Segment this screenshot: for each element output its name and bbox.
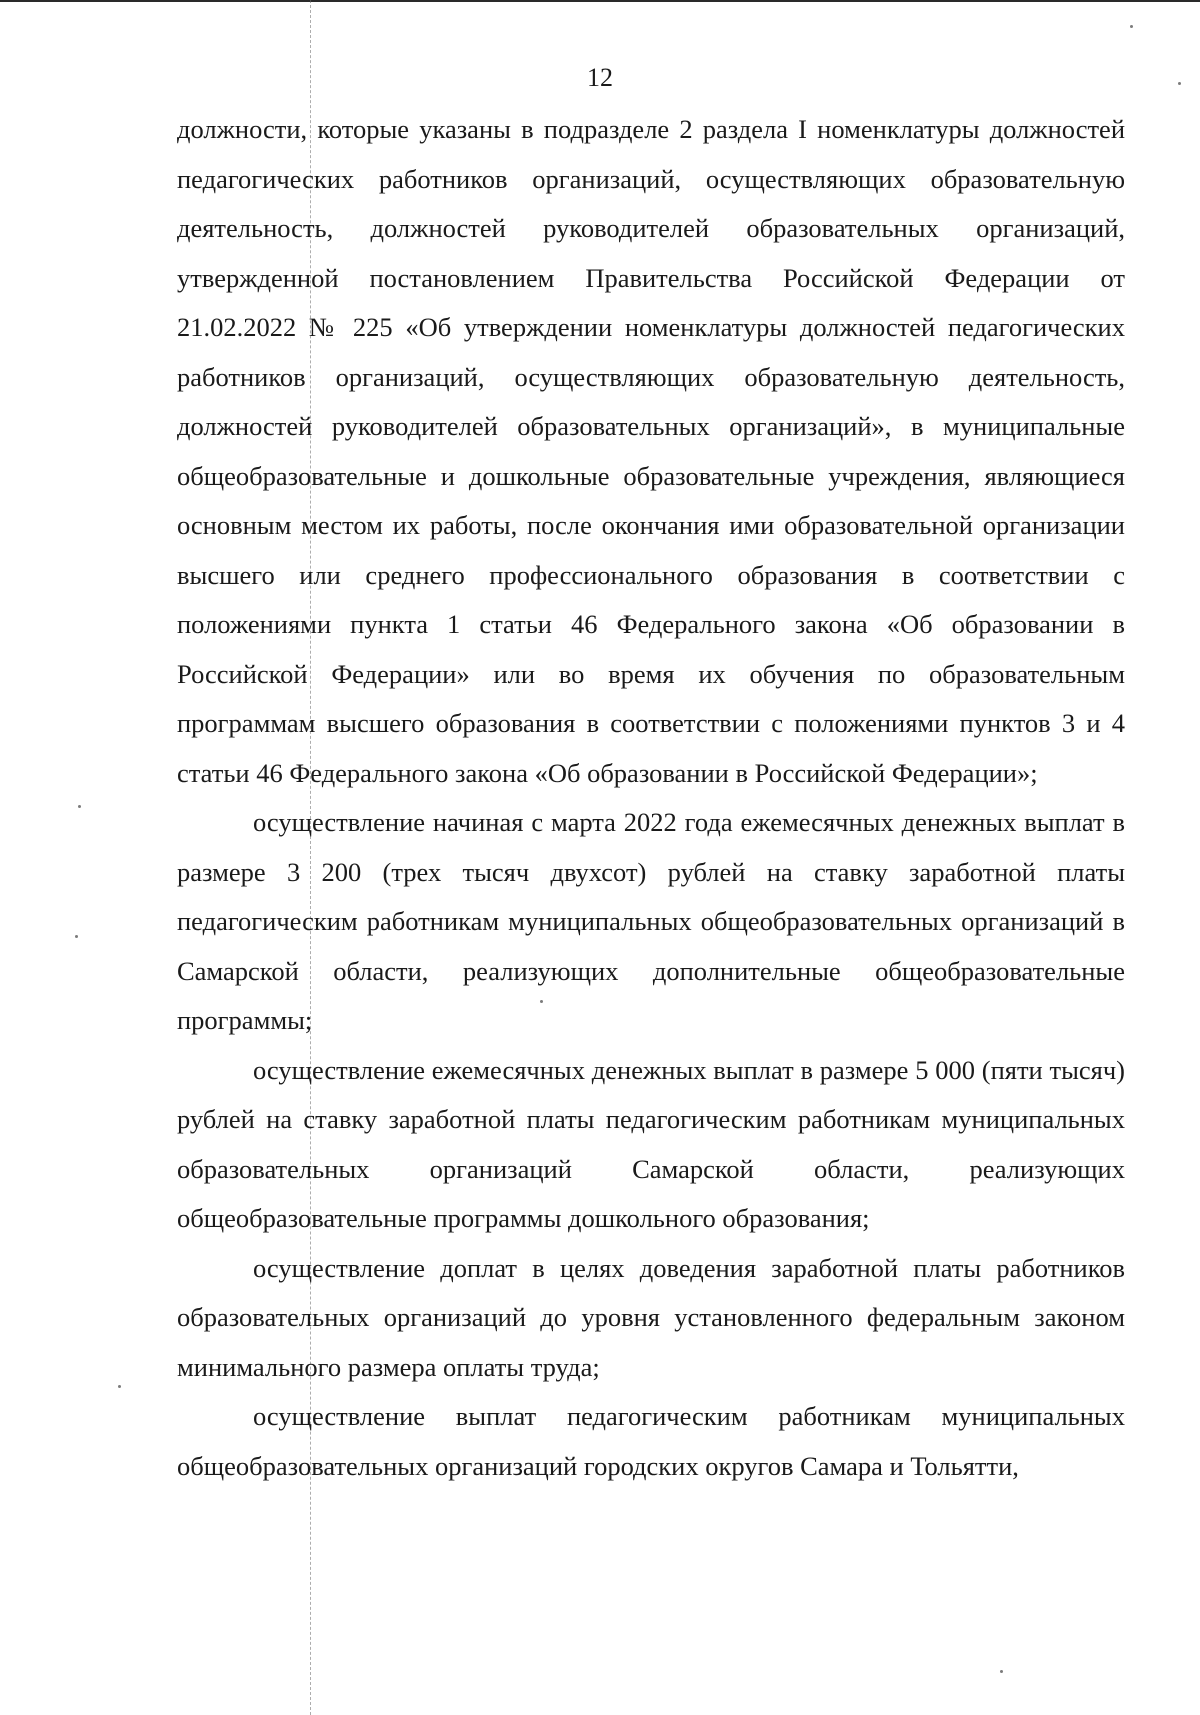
scan-top-edge (0, 0, 1200, 2)
scan-speck (1000, 1670, 1003, 1673)
paragraph-samara-tolyatti-payments: осуществление выплат педагогическим работникам муниципальных общеобразовательных организаций городских округов Самара и Тольятти, (177, 1401, 1125, 1481)
scan-speck (118, 1385, 121, 1388)
scan-speck (78, 805, 81, 808)
page-number: 12 (587, 63, 613, 92)
paragraph-monthly-payments-5000: осуществление ежемесячных денежных выплат в размере 5 000 (пяти тысяч) рублей на ставку заработной платы педагогическим работникам муниципальных образовательных организаций Самарской области, реализующих общеобразовательные программы дошкольного образования; (177, 1054, 1125, 1233)
paragraph-continuation: должности, которые указаны в подразделе 2 раздела I номенклатуры должностей педагогических работников организаций, осуществляющих образовательную деятельность, должностей руководителей образовательных организаций, утвержденной постановлением Правительства Российской Федерации от 21.02.2022 № 225 «Об утверждении номенклатуры должностей педагогических работников организаций, осуществляющих образовательную деятельность, должностей руководителей образовательных организаций», в муниципальные общеобразовательные и дошкольные образовательные учреждения, являющиеся основным местом их работы, после окончания ими образовательной организации высшего или среднего профессионального образования в соответствии с положениями пункта 1 статьи 46 Федерального закона «Об образовании в Российской Федерации» или во время их обучения по образовательным программам высшего образования в соответствии с положениями пунктов 3 и 4 статьи 46 Федерального закона «Об образовании в Российской Федерации»; (177, 114, 1125, 788)
paragraph-monthly-payments-3200: осуществление начиная с марта 2022 года ежемесячных денежных выплат в размере 3 200 (трех тысяч двухсот) рублей на ставку заработной платы педагогическим работникам муниципальных общеобразовательных организаций в Самарской области, реализующих дополнительные общеобразовательные программы; (177, 807, 1125, 1035)
scan-speck (1130, 25, 1133, 28)
scan-speck (75, 935, 78, 938)
paragraph-minimum-wage-supplement: осуществление доплат в целях доведения заработной платы работников образовательных организаций до уровня установленного федеральным законом минимального размера оплаты труда; (177, 1252, 1125, 1382)
document-body (177, 105, 1125, 1491)
